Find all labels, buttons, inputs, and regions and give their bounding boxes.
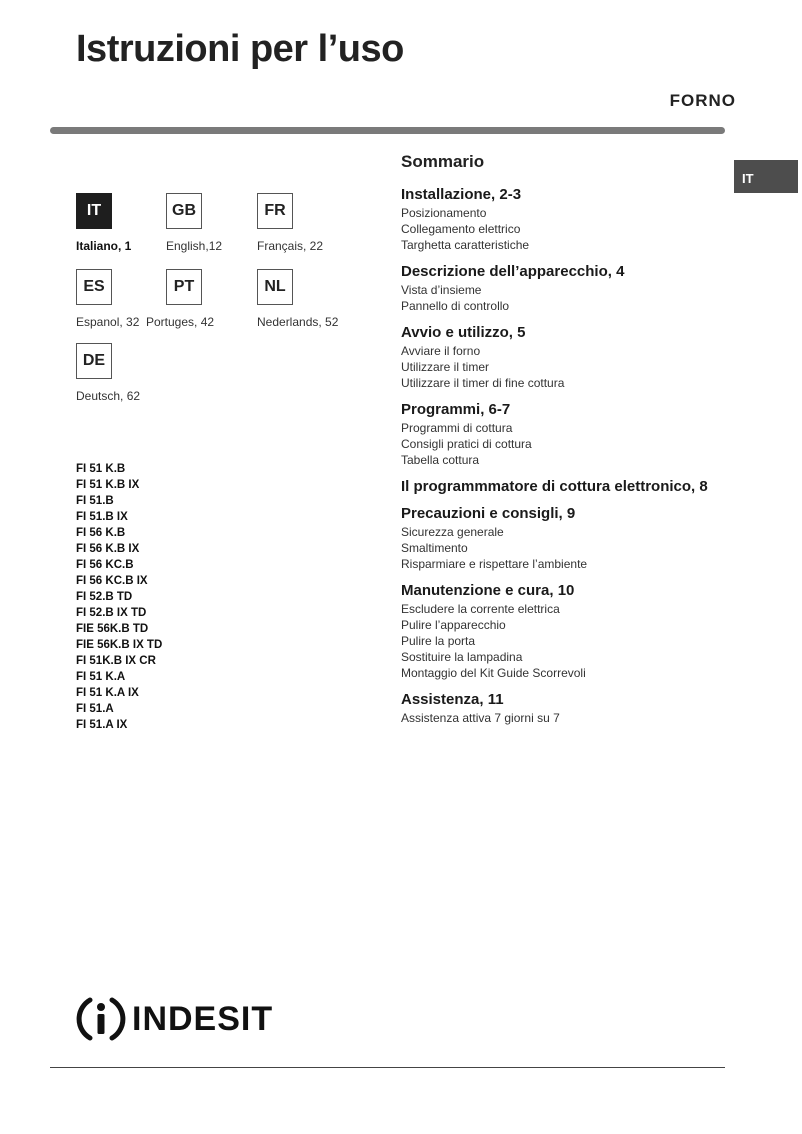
page-title: Istruzioni per l’uso	[76, 28, 404, 70]
model-item: FI 51.B IX	[76, 511, 128, 523]
lang-box-pt[interactable]: PT	[166, 269, 202, 305]
toc-item[interactable]: Avviare il forno	[401, 344, 481, 358]
toc-heading[interactable]: Precauzioni e consigli, 9	[401, 505, 576, 522]
toc-section-descrizione	[401, 263, 731, 314]
toc-item[interactable]: Assistenza attiva 7 giorni su 7	[401, 711, 560, 725]
lang-box-de[interactable]: DE	[76, 343, 112, 379]
model-item: FI 51 K.A	[76, 671, 126, 683]
toc-item[interactable]: Consigli pratici di cottura	[401, 437, 532, 451]
toc-item[interactable]: Utilizzare il timer di fine cottura	[401, 376, 565, 390]
model-item: FI 56 KC.B	[76, 559, 134, 571]
toc-item[interactable]: Vista d’insieme	[401, 283, 482, 297]
lang-box-fr[interactable]: FR	[257, 193, 293, 229]
lang-label-es: Espanol, 32	[76, 315, 140, 329]
toc-item[interactable]: Montaggio del Kit Guide Scorrevoli	[401, 666, 586, 680]
toc-item[interactable]: Targhetta caratteristiche	[401, 238, 530, 252]
lang-box-nl[interactable]: NL	[257, 269, 293, 305]
model-item: FI 51 K.B IX	[76, 479, 140, 491]
model-item: FI 51 K.A IX	[76, 687, 139, 699]
brand-logo	[76, 994, 273, 1044]
model-item: FI 56 K.B	[76, 527, 126, 539]
toc-item[interactable]: Collegamento elettrico	[401, 222, 521, 236]
model-item: FI 52.B TD	[76, 591, 133, 603]
toc-heading[interactable]: Il programmmatore di cottura elettronico, 8	[401, 478, 708, 495]
toc-section-programmi	[401, 401, 731, 468]
table-of-contents	[401, 186, 731, 736]
toc-heading[interactable]: Programmi, 6-7	[401, 401, 511, 418]
toc-section-programmatore	[401, 478, 731, 495]
toc-item[interactable]: Pannello di controllo	[401, 299, 510, 313]
toc-item[interactable]: Pulire l’apparecchio	[401, 618, 506, 632]
brand-name: INDESIT	[132, 999, 274, 1038]
lang-label-pt: Portuges, 42	[146, 315, 215, 329]
toc-section-assistenza	[401, 691, 731, 726]
model-item: FI 51.A	[76, 703, 114, 715]
toc-heading[interactable]: Manutenzione e cura, 10	[401, 582, 575, 599]
model-item: FI 51K.B IX CR	[76, 655, 156, 667]
language-side-tab: IT	[734, 160, 798, 193]
lang-label-nl: Nederlands, 52	[257, 315, 339, 329]
toc-item[interactable]: Programmi di cottura	[401, 421, 513, 435]
product-type: FORNO	[669, 91, 736, 110]
lang-box-gb[interactable]: GB	[166, 193, 202, 229]
footer-divider	[50, 1067, 725, 1068]
toc-item[interactable]: Risparmiare e rispettare l’ambiente	[401, 557, 588, 571]
toc-heading[interactable]: Avvio e utilizzo, 5	[401, 324, 526, 341]
toc-section-precauzioni	[401, 505, 731, 572]
toc-item[interactable]: Escludere la corrente elettrica	[401, 602, 560, 616]
toc-item[interactable]: Utilizzare il timer	[401, 360, 490, 374]
toc-heading[interactable]: Descrizione dell’apparecchio, 4	[401, 263, 625, 280]
toc-section-manutenzione	[401, 582, 731, 681]
lang-label-de: Deutsch, 62	[76, 389, 141, 403]
lang-box-it[interactable]: IT	[76, 193, 112, 229]
toc-item[interactable]: Tabella cottura	[401, 453, 480, 467]
model-item: FI 51.A IX	[76, 719, 128, 731]
model-list	[76, 461, 162, 733]
lang-label-gb: English,12	[166, 239, 223, 253]
toc-heading[interactable]: Assistenza, 11	[401, 691, 504, 708]
toc-item[interactable]: Sicurezza generale	[401, 525, 504, 539]
model-item: FI 56 KC.B IX	[76, 575, 148, 587]
lang-label-fr: Français, 22	[257, 239, 324, 253]
model-item: FIE 56K.B TD	[76, 623, 149, 635]
toc-item[interactable]: Sostituire la lampadina	[401, 650, 523, 664]
model-item: FIE 56K.B IX TD	[76, 639, 163, 651]
lang-label-it: Italiano, 1	[76, 239, 132, 253]
model-item: FI 56 K.B IX	[76, 543, 140, 555]
toc-item[interactable]: Posizionamento	[401, 206, 487, 220]
toc-section-avvio	[401, 324, 731, 391]
header-divider	[50, 127, 725, 134]
toc-item[interactable]: Pulire la porta	[401, 634, 476, 648]
toc-title: Sommario	[401, 152, 485, 171]
model-item: FI 51.B	[76, 495, 114, 507]
model-item: FI 51 K.B	[76, 463, 126, 475]
toc-section-installazione	[401, 186, 731, 253]
model-item: FI 52.B IX TD	[76, 607, 147, 619]
toc-heading[interactable]: Installazione, 2-3	[401, 186, 522, 203]
lang-box-es[interactable]: ES	[76, 269, 112, 305]
toc-item[interactable]: Smaltimento	[401, 541, 468, 555]
indesit-emblem-icon	[76, 994, 126, 1044]
